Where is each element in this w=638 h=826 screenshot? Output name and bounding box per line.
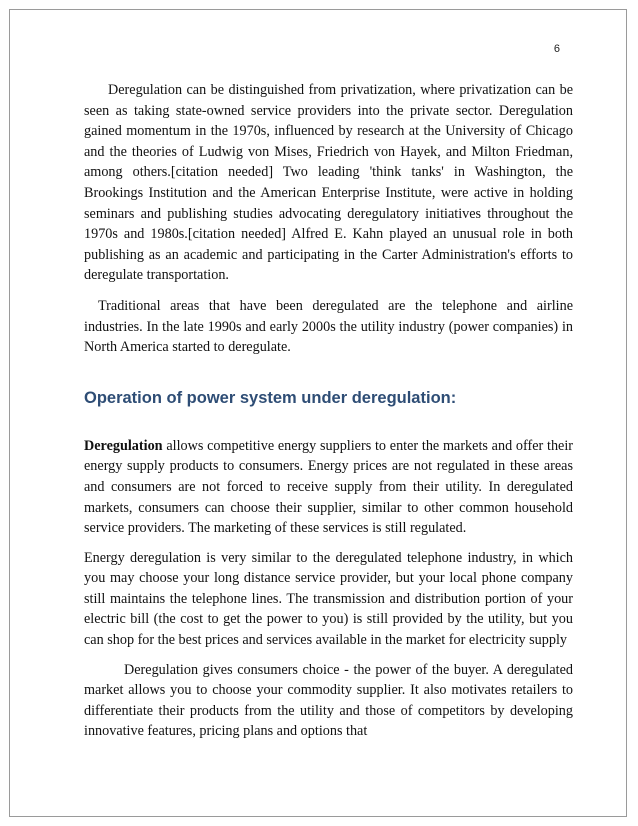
paragraph-deregulation-text: allows competitive energy suppliers to enter the markets and offer their energy supply products to consumers. Energy prices are not regulated in these areas and consumers are not forced to receive supply from their utility. In deregulated markets, consumers can choose their supplier, similar to other common household service providers. The marketing of these services is still regulated. xyxy=(84,437,573,537)
paragraph-privatization: Deregulation can be distinguished from privatization, where privatization can be seen as taking state-owned service providers into the private sector. Deregulation gained momentum in the 1970s, influenced by research at the University of Chicago and the theories of Ludwig von Mises, Friedrich von Hayek, and Milton Friedman, among others.[citation needed] Two leading 'think tanks' in Washington, the Brookings Institution and the American Enterprise Institute, were active in holding seminars and publishing studies advocating deregulatory initiatives throughout the 1970s and 1980s.[citation needed] Alfred E. Kahn played an unusual role in both publishing as an academic and participating in the Carter Administration's efforts to deregulate transportation. xyxy=(84,82,573,284)
paragraph-deregulation-definition xyxy=(84,436,573,539)
section-heading: Operation of power system under deregulation: xyxy=(84,388,457,407)
paragraph-traditional-areas: Traditional areas that have been deregulated are the telephone and airline industries. In the late 1990s and early 2000s the utility industry (power companies) in North America started to deregulate. xyxy=(84,297,573,356)
page-number: 6 xyxy=(553,43,560,55)
page-frame xyxy=(9,9,627,817)
paragraph-consumer-choice: Deregulation gives consumers choice - the power of the buyer. A deregulated market allows you to choose your commodity supplier. It also motivates retailers to differentiate their products from the utility and those of competitors by developing innovative features, pricing plans and options that xyxy=(84,661,573,740)
document-body xyxy=(84,80,573,742)
bold-term: Deregulation xyxy=(84,437,163,454)
paragraph-telephone-comparison: Energy deregulation is very similar to the deregulated telephone industry, in which you may choose your long distance service provider, but your local phone company still maintains the telephone lines. The transmission and distribution portion of your electric bill (the cost to get the power to you) is still provided by the utility, but you can shop for the best prices and services available in the market for electricity supply xyxy=(84,549,573,649)
